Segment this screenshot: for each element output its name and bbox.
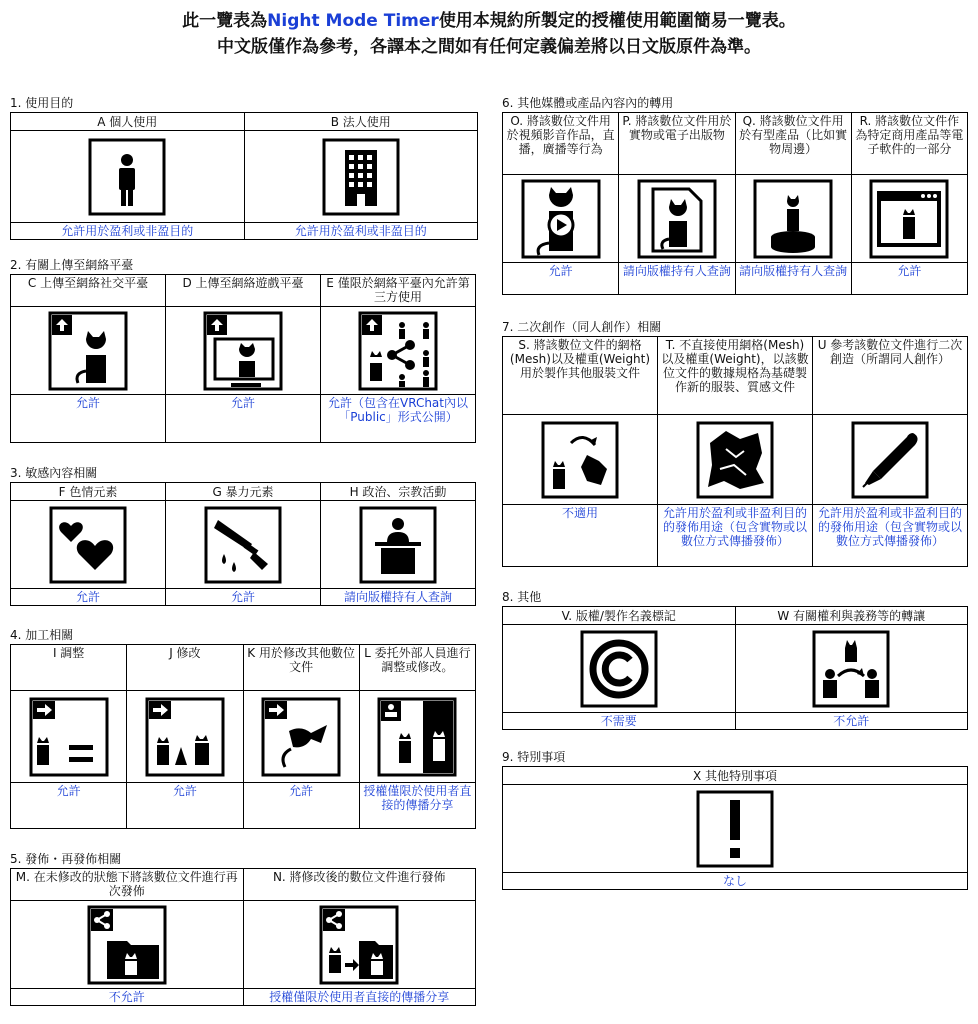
item-result: 允許: [11, 589, 166, 606]
item-label: W 有關權利與義務等的轉讓: [735, 607, 968, 625]
item-result: 允許（包含在VRChat內以「Public」形式公開）: [321, 395, 476, 443]
item-icon-cell: [244, 131, 478, 223]
section-derivative: [502, 318, 968, 567]
publication-icon: [637, 179, 717, 259]
item-icon-cell: [166, 307, 321, 395]
item-icon-cell: [658, 415, 813, 505]
app-name: Night Mode Timer: [267, 11, 439, 31]
item-result: 允許: [503, 263, 619, 295]
header-line2: 中文版僅作為參考，各譯本之間如有任何定義偏差將以日文版原件為準。: [217, 37, 761, 57]
upload-social-icon: [48, 311, 128, 391]
item-result: 允許用於盈利或非盈目的: [244, 223, 478, 240]
item-icon-cell: [11, 307, 166, 395]
item-label: F 色情元素: [11, 483, 166, 501]
distribute-modified-icon: [319, 905, 399, 985]
item-result: 允許: [851, 263, 967, 295]
adjust-icon: [29, 697, 109, 777]
item-label: B 法人使用: [244, 113, 478, 131]
item-label: M. 在未修改的狀態下將該數位文件進行再次發佈: [11, 869, 244, 901]
item-icon-cell: [11, 501, 166, 589]
item-label: P. 將該數位文件用於實物或電子出版物: [619, 113, 735, 175]
item-result: 請向版權持有人查詢: [321, 589, 476, 606]
item-label: A 個人使用: [11, 113, 245, 131]
item-label: S. 將該數位文件的網格(Mesh)以及權重(Weight)用於製作其他服裝文件: [503, 337, 658, 415]
section-processing: [10, 626, 476, 829]
item-result: 不允許: [735, 713, 968, 730]
item-result: 允許用於盈利或非盈利目的的發佈用途（包含實物或以數位方式傳播發佈）: [658, 505, 813, 567]
item-icon-cell: [127, 691, 243, 783]
section-other: [502, 588, 968, 730]
item-result: 允許: [166, 589, 321, 606]
share-third-party-icon: [358, 311, 438, 391]
section-title: 3. 敏感內容相關: [10, 466, 98, 480]
item-result: 允許: [11, 395, 166, 443]
redistribute-icon: [87, 905, 167, 985]
item-icon-cell: [243, 691, 359, 783]
item-icon-cell: [11, 901, 244, 989]
item-label: N. 將修改後的數位文件進行發佈: [243, 869, 476, 901]
section-title: 9. 特別事項: [502, 750, 566, 764]
section-upload-platform: [10, 256, 476, 443]
pen-icon: [851, 421, 929, 499]
video-icon: [521, 179, 601, 259]
item-label: V. 版權/製作名義標記: [503, 607, 736, 625]
item-result: 授權僅限於使用者直接的傳播分享: [359, 783, 475, 829]
header-line1: [0, 8, 978, 34]
item-result: 請向版權持有人查詢: [619, 263, 735, 295]
item-icon-cell: [851, 175, 967, 263]
item-label: R. 將該數位文件作為特定商用產品等電子軟件的一部分: [851, 113, 967, 175]
item-result: 允許: [11, 783, 127, 829]
podium-icon: [359, 506, 437, 584]
outsource-icon: [377, 697, 457, 777]
section-special-notes: [502, 748, 968, 890]
item-result: 允許: [166, 395, 321, 443]
item-icon-cell: [619, 175, 735, 263]
item-label: C 上傳至網絡社交平臺: [11, 275, 166, 307]
item-label: G 暴力元素: [166, 483, 321, 501]
item-icon-cell: [166, 501, 321, 589]
item-label: U 參考該數位文件進行二次創造（所謂同人創作）: [813, 337, 968, 415]
section-usage-purpose: [10, 94, 478, 240]
item-label: E 僅限於網絡平臺內允許第三方使用: [321, 275, 476, 307]
item-icon-cell: [243, 901, 476, 989]
figure-icon: [753, 179, 833, 259]
item-icon-cell: [813, 415, 968, 505]
item-label: D 上傳至網絡遊戲平臺: [166, 275, 321, 307]
item-icon-cell: [503, 625, 736, 713]
building-icon: [322, 138, 400, 216]
item-label: K 用於修改其他數位文件: [243, 645, 359, 691]
modify-icon: [145, 697, 225, 777]
item-icon-cell: [503, 175, 619, 263]
item-result: 允許: [127, 783, 243, 829]
section-title: 4. 加工相關: [10, 628, 74, 642]
knife-icon: [204, 506, 282, 584]
section-sensitive-content: [10, 464, 476, 606]
item-label: I 調整: [11, 645, 127, 691]
copyright-icon: [580, 630, 658, 708]
item-icon-cell: [503, 415, 658, 505]
cloth-icon: [696, 421, 774, 499]
section-title: 8. 其他: [502, 590, 542, 604]
item-label: Q. 將該數位文件用於有型產品（比如實物周邊）: [735, 113, 851, 175]
item-label: X 其他特別事項: [503, 767, 968, 785]
item-icon-cell: [359, 691, 475, 783]
item-result: 授權僅限於使用者直接的傳播分享: [243, 989, 476, 1006]
item-icon-cell: [321, 501, 476, 589]
item-label: J 修改: [127, 645, 243, 691]
modify-other-icon: [261, 697, 341, 777]
transfer-icon: [812, 630, 890, 708]
header: [0, 8, 978, 60]
item-label: T. 不直接使用網格(Mesh)以及權重(Weight)，以該數位文件的數據規格為基礎製作新的服裝、質感文件: [658, 337, 813, 415]
item-result: 不允許: [11, 989, 244, 1006]
person-icon: [88, 138, 166, 216]
item-icon-cell: [503, 785, 968, 873]
software-icon: [869, 179, 949, 259]
item-icon-cell: [735, 625, 968, 713]
section-title: 1. 使用目的: [10, 96, 74, 110]
section-distribution: [10, 850, 476, 1006]
section-title: 2. 有關上傳至網絡平臺: [10, 258, 134, 272]
item-result: 請向版權持有人查詢: [735, 263, 851, 295]
item-result: 允許用於盈利或非盈目的: [11, 223, 245, 240]
item-icon-cell: [11, 691, 127, 783]
upload-game-icon: [203, 311, 283, 391]
item-result: 不適用: [503, 505, 658, 567]
item-label: L 委托外部人員進行調整或修改。: [359, 645, 475, 691]
section-title: 6. 其他媒體或產品內容內的轉用: [502, 96, 674, 110]
hearts-icon: [49, 506, 127, 584]
mesh-clothing-icon: [541, 421, 619, 499]
section-media-conversion: [502, 94, 968, 295]
item-icon-cell: [321, 307, 476, 395]
item-result: 允許: [243, 783, 359, 829]
item-result: 允許用於盈利或非盈利目的的發佈用途（包含實物或以數位方式傳播發佈）: [813, 505, 968, 567]
section-title: 7. 二次創作（同人創作）相關: [502, 320, 662, 334]
item-icon-cell: [735, 175, 851, 263]
item-label: O. 將該數位文件用於視頻影音作品，直播，廣播等行為: [503, 113, 619, 175]
exclamation-icon: [696, 790, 774, 868]
item-result: 不需要: [503, 713, 736, 730]
header-post: 使用本規約所製定的授權使用範圍簡易一覽表。: [438, 11, 796, 31]
item-icon-cell: [11, 131, 245, 223]
item-result: なし: [503, 873, 968, 890]
header-pre: 此一覽表為: [182, 11, 268, 31]
item-label: H 政治、宗教活動: [321, 483, 476, 501]
section-title: 5. 發佈・再發佈相關: [10, 852, 122, 866]
